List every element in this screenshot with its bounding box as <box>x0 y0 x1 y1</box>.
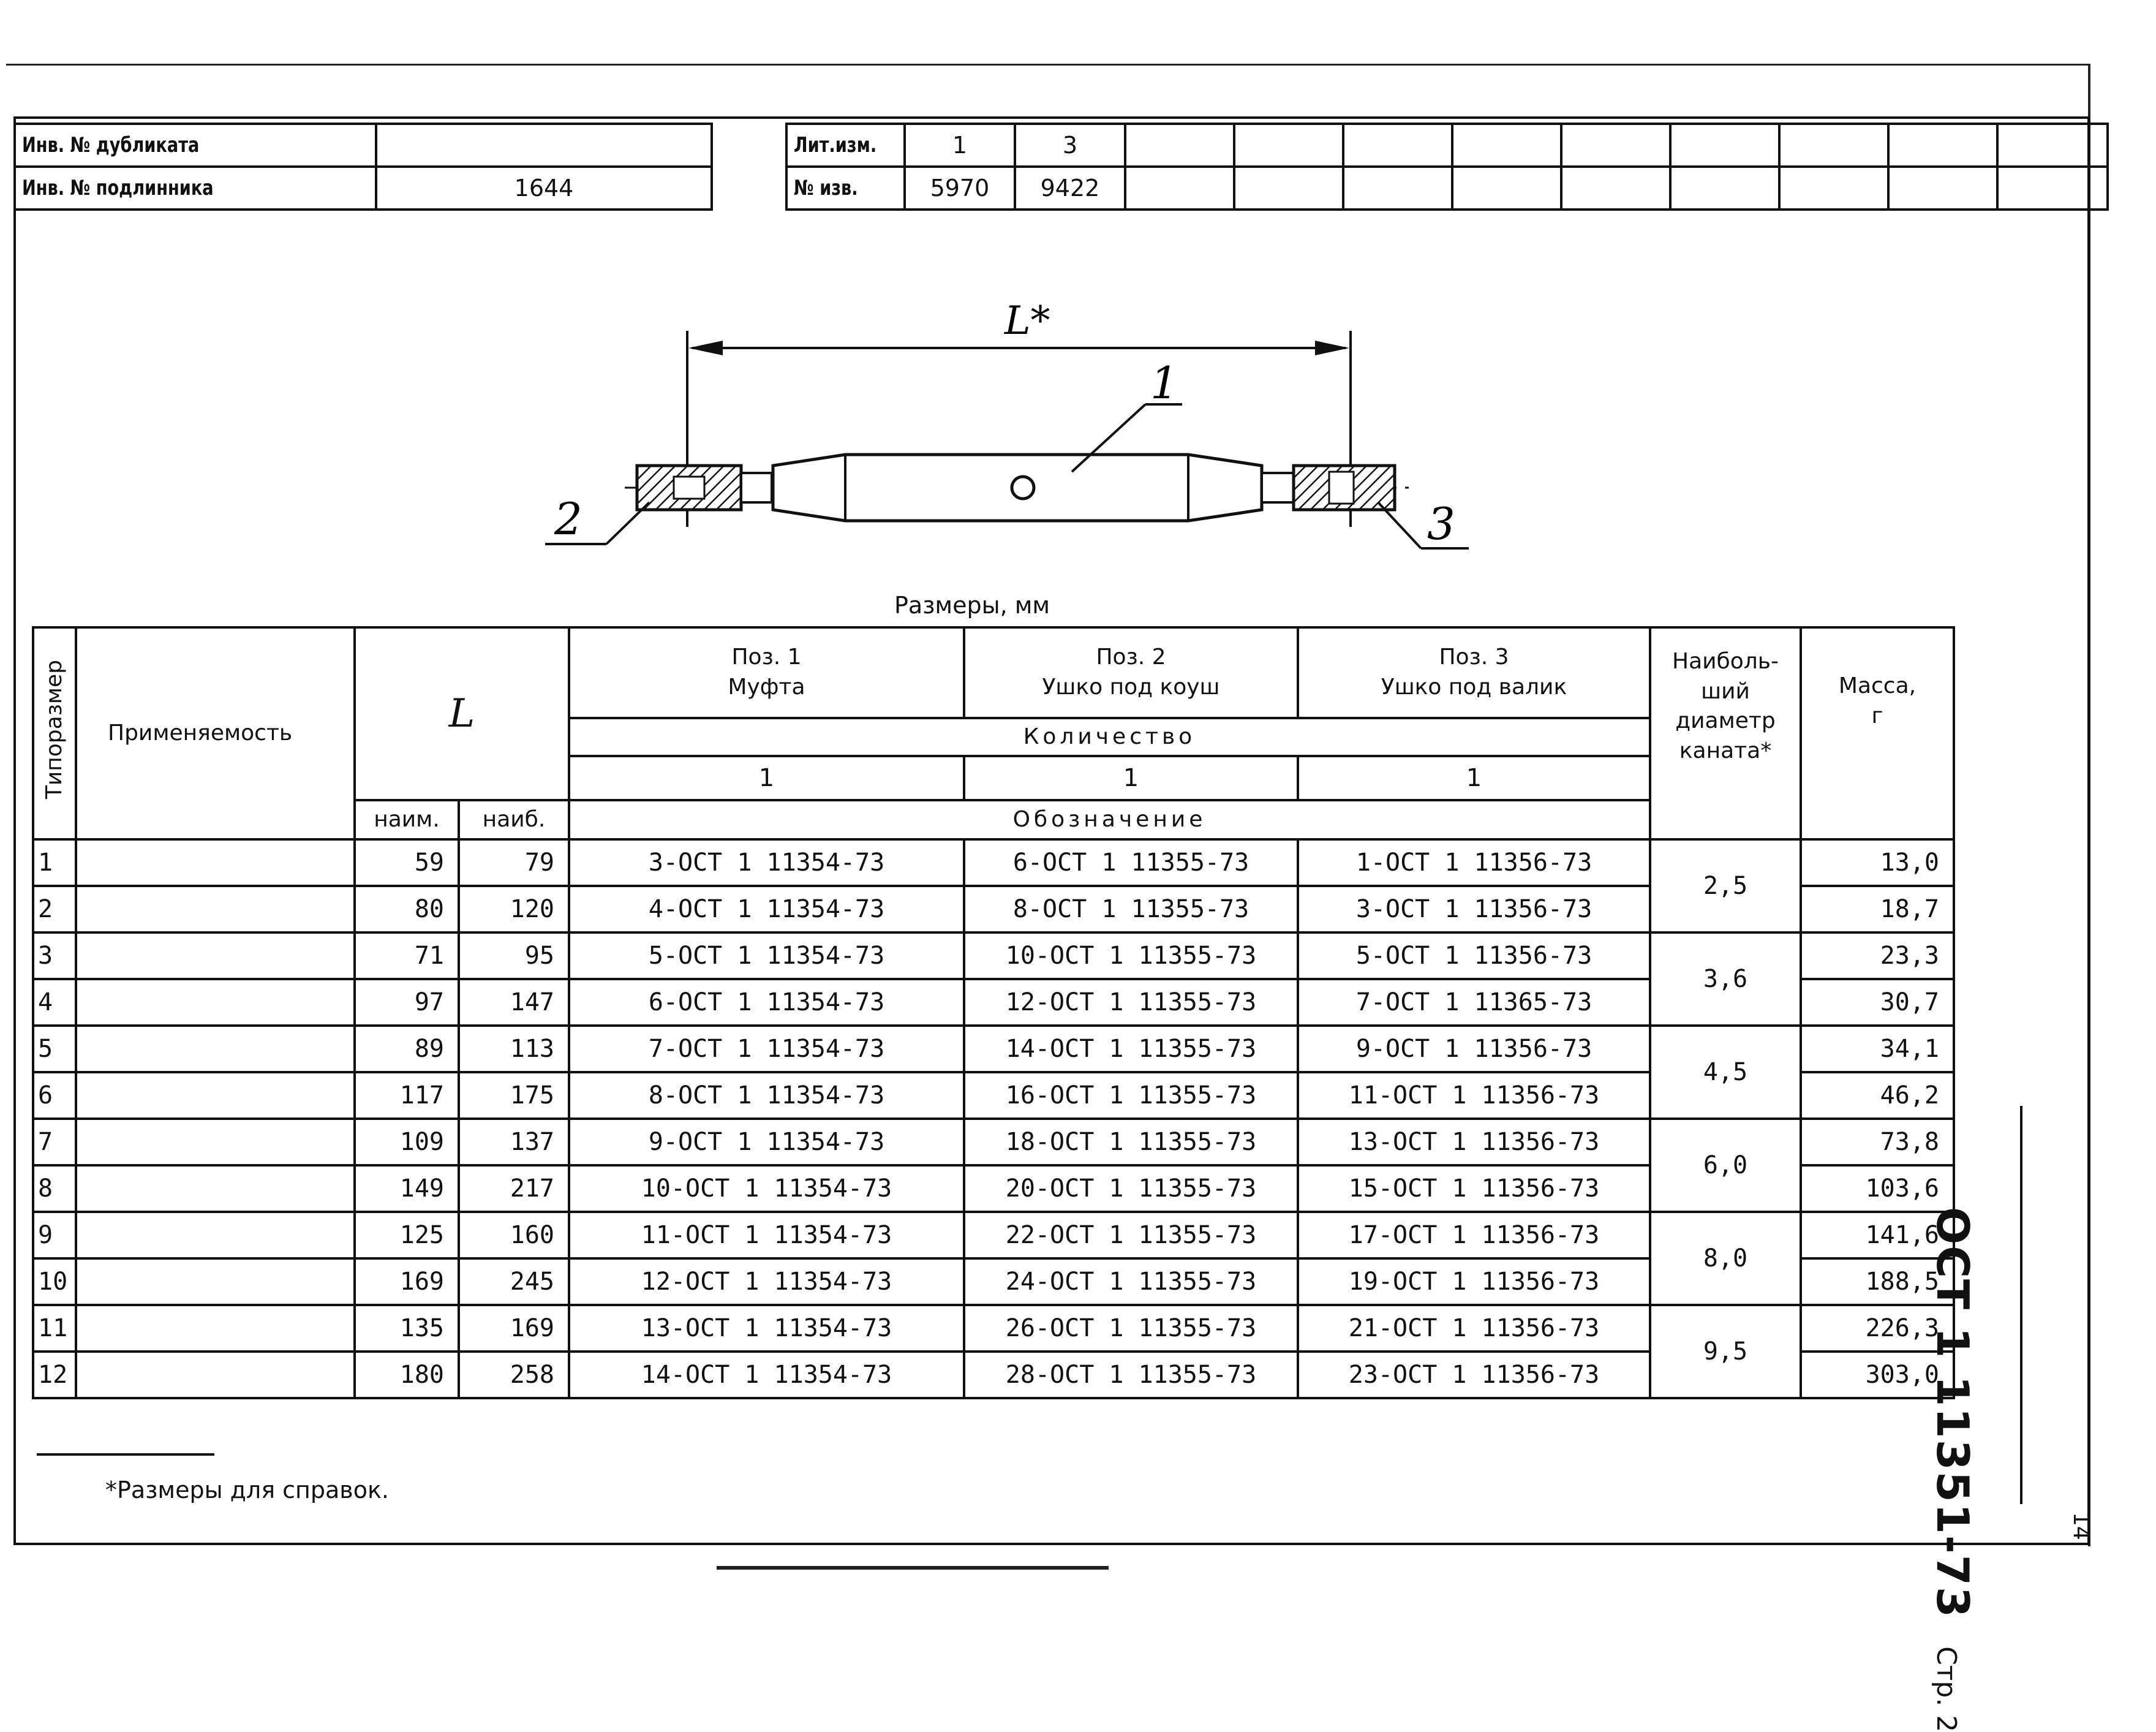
dimension-arrow-left <box>688 341 723 355</box>
header-diameter-line3: диаметр <box>1675 708 1776 734</box>
row-pos2-designation: 16-ОСТ 1 11355-73 <box>964 1072 1298 1119</box>
row-pos1-designation: 12-ОСТ 1 11354-73 <box>569 1258 964 1305</box>
header-mass-line2: г <box>1871 703 1883 728</box>
row-mass: 18,7 <box>1801 886 1954 932</box>
row-applicability <box>76 1119 355 1165</box>
header-tiporazmer: Типоразмер <box>33 627 76 839</box>
row-pos2-designation: 26-ОСТ 1 11355-73 <box>964 1305 1298 1352</box>
row-pos3-designation: 11-ОСТ 1 11356-73 <box>1298 1072 1650 1119</box>
row-pos2-designation: 28-ОСТ 1 11355-73 <box>964 1352 1298 1398</box>
row-number: 2 <box>33 886 76 932</box>
izv-value-2: 9422 <box>1015 167 1125 210</box>
row-number: 3 <box>33 932 76 979</box>
header-pos2 <box>964 627 1298 718</box>
row-L-max: 79 <box>459 839 569 886</box>
row-applicability <box>76 1258 355 1305</box>
row-number: 12 <box>33 1352 76 1398</box>
row-applicability <box>76 1026 355 1072</box>
row-L-max: 245 <box>459 1258 569 1305</box>
row-pos3-designation: 1-ОСТ 1 11356-73 <box>1298 839 1650 886</box>
header-diameter-line2: ший <box>1701 678 1750 704</box>
row-L-max: 147 <box>459 979 569 1026</box>
row-pos3-designation: 7-ОСТ 1 11365-73 <box>1298 979 1650 1026</box>
row-L-min: 97 <box>355 979 459 1026</box>
leader-3 <box>1378 502 1421 548</box>
row-mass: 13,0 <box>1801 839 1954 886</box>
row-L-max: 160 <box>459 1212 569 1258</box>
table-row <box>33 1212 1954 1258</box>
left-eye-bore <box>674 477 704 499</box>
row-mass: 34,1 <box>1801 1026 1954 1072</box>
table-row <box>33 839 1954 886</box>
dimension-arrow-right <box>1315 341 1349 355</box>
side-title-rule <box>2020 1106 2022 1504</box>
row-pos1-designation: 10-ОСТ 1 11354-73 <box>569 1165 964 1212</box>
row-pos1-designation: 4-ОСТ 1 11354-73 <box>569 886 964 932</box>
right-neck <box>1262 473 1294 502</box>
row-pos3-designation: 19-ОСТ 1 11356-73 <box>1298 1258 1650 1305</box>
row-mass: 226,3 <box>1801 1305 1954 1352</box>
qty-pos2: 1 <box>964 756 1298 800</box>
row-pos1-designation: 6-ОСТ 1 11354-73 <box>569 979 964 1026</box>
row-pos2-designation: 18-ОСТ 1 11355-73 <box>964 1119 1298 1165</box>
row-applicability <box>76 1072 355 1119</box>
row-pos2-designation: 12-ОСТ 1 11355-73 <box>964 979 1298 1026</box>
header-applicability: Применяемость <box>76 627 355 839</box>
row-mass: 188,5 <box>1801 1258 1954 1305</box>
row-pos1-designation: 13-ОСТ 1 11354-73 <box>569 1305 964 1352</box>
row-pos2-designation: 22-ОСТ 1 11355-73 <box>964 1212 1298 1258</box>
header-diameter <box>1650 627 1801 839</box>
row-number: 6 <box>33 1072 76 1119</box>
dimension-label: L* <box>1005 298 1050 344</box>
row-pos1-designation: 8-ОСТ 1 11354-73 <box>569 1072 964 1119</box>
left-neck <box>741 473 772 502</box>
header-pos1-number: Поз. 1 <box>731 645 802 670</box>
stamp-label-duplicate: Инв. № дубликата <box>15 124 376 167</box>
lit-value-2: 3 <box>1015 124 1125 167</box>
row-mass: 303,0 <box>1801 1352 1954 1398</box>
header-mass <box>1801 627 1954 839</box>
qty-pos3: 1 <box>1298 756 1650 800</box>
row-L-min: 149 <box>355 1165 459 1212</box>
table-row <box>33 1305 1954 1352</box>
row-mass: 141,6 <box>1801 1212 1954 1258</box>
row-diameter: 8,0 <box>1650 1212 1801 1305</box>
row-pos3-designation: 5-ОСТ 1 11356-73 <box>1298 932 1650 979</box>
row-L-min: 89 <box>355 1026 459 1072</box>
row-number: 7 <box>33 1119 76 1165</box>
callout-1: 1 <box>1150 357 1178 409</box>
row-diameter: 6,0 <box>1650 1119 1801 1212</box>
bottom-edge-line <box>717 1566 1109 1570</box>
stamp-label-original: Инв. № подлинника <box>15 167 376 210</box>
header-L-max: наиб. <box>459 800 569 839</box>
row-L-min: 125 <box>355 1212 459 1258</box>
header-pos1-name: Муфта <box>728 675 805 700</box>
side-title-block <box>1927 1207 1978 1732</box>
right-eye-bore <box>1329 472 1354 504</box>
row-applicability <box>76 1305 355 1352</box>
footnote: *Размеры для справок. <box>105 1477 389 1503</box>
row-pos3-designation: 17-ОСТ 1 11356-73 <box>1298 1212 1650 1258</box>
row-L-max: 120 <box>459 886 569 932</box>
row-L-min: 59 <box>355 839 459 886</box>
row-applicability <box>76 886 355 932</box>
header-pos2-name: Ушко под коуш <box>1042 675 1220 700</box>
callout-3: 3 <box>1427 498 1455 550</box>
table-row <box>33 1119 1954 1165</box>
row-pos2-designation: 24-ОСТ 1 11355-73 <box>964 1258 1298 1305</box>
row-pos3-designation: 15-ОСТ 1 11356-73 <box>1298 1165 1650 1212</box>
page-label: Стр. 2 <box>1931 1646 1962 1732</box>
qty-pos1: 1 <box>569 756 964 800</box>
header-diameter-line1: Наиболь- <box>1672 649 1779 674</box>
row-pos1-designation: 14-ОСТ 1 11354-73 <box>569 1352 964 1398</box>
row-L-max: 258 <box>459 1352 569 1398</box>
row-L-max: 217 <box>459 1165 569 1212</box>
row-number: 10 <box>33 1258 76 1305</box>
row-L-min: 135 <box>355 1305 459 1352</box>
row-L-max: 175 <box>459 1072 569 1119</box>
row-applicability <box>76 1165 355 1212</box>
header-designation: Обозначение <box>569 800 1650 839</box>
table-row <box>33 932 1954 979</box>
header-pos2-number: Поз. 2 <box>1096 645 1166 670</box>
row-L-max: 113 <box>459 1026 569 1072</box>
row-diameter: 2,5 <box>1650 839 1801 932</box>
header-pos1 <box>569 627 964 718</box>
lit-label: Лит.изм. <box>786 124 905 167</box>
row-pos3-designation: 23-ОСТ 1 11356-73 <box>1298 1352 1650 1398</box>
row-applicability <box>76 839 355 886</box>
row-number: 1 <box>33 839 76 886</box>
row-pos1-designation: 3-ОСТ 1 11354-73 <box>569 839 964 886</box>
header-L: L <box>355 627 569 800</box>
row-pos3-designation: 21-ОСТ 1 11356-73 <box>1298 1305 1650 1352</box>
specification-table <box>32 626 1955 1399</box>
row-pos2-designation: 8-ОСТ 1 11355-73 <box>964 886 1298 932</box>
header-mass-line1: Масса, <box>1838 673 1917 698</box>
turnbuckle-drawing <box>0 0 2156 613</box>
header-diameter-line4: каната* <box>1679 738 1772 763</box>
header-pos3-name: Ушко под валик <box>1381 675 1567 700</box>
row-number: 4 <box>33 979 76 1026</box>
coupling-hole <box>1012 477 1034 499</box>
row-L-max: 137 <box>459 1119 569 1165</box>
row-mass: 30,7 <box>1801 979 1954 1026</box>
footnote-rule <box>37 1453 214 1456</box>
izv-label: № изв. <box>786 167 905 210</box>
row-diameter: 9,5 <box>1650 1305 1801 1398</box>
row-pos3-designation: 3-ОСТ 1 11356-73 <box>1298 886 1650 932</box>
row-pos1-designation: 5-ОСТ 1 11354-73 <box>569 932 964 979</box>
row-mass: 103,6 <box>1801 1165 1954 1212</box>
row-pos1-designation: 11-ОСТ 1 11354-73 <box>569 1212 964 1258</box>
leader-2 <box>606 502 649 544</box>
row-L-min: 180 <box>355 1352 459 1398</box>
row-pos3-designation: 9-ОСТ 1 11356-73 <box>1298 1026 1650 1072</box>
row-pos1-designation: 9-ОСТ 1 11354-73 <box>569 1119 964 1165</box>
row-diameter: 3,6 <box>1650 932 1801 1026</box>
row-applicability <box>76 1352 355 1398</box>
row-L-max: 169 <box>459 1305 569 1352</box>
row-L-min: 117 <box>355 1072 459 1119</box>
header-quantity: Количество <box>569 718 1650 756</box>
row-pos2-designation: 20-ОСТ 1 11355-73 <box>964 1165 1298 1212</box>
standard-number: ОСТ 1 11351-73 <box>1927 1207 1978 1619</box>
row-mass: 73,8 <box>1801 1119 1954 1165</box>
table-row <box>33 1026 1954 1072</box>
row-mass: 23,3 <box>1801 932 1954 979</box>
stamp-value-original: 1644 <box>376 167 712 210</box>
row-applicability <box>76 1212 355 1258</box>
row-pos2-designation: 6-ОСТ 1 11355-73 <box>964 839 1298 886</box>
sizes-caption: Размеры, мм <box>894 592 1050 619</box>
row-number: 11 <box>33 1305 76 1352</box>
callout-2: 2 <box>554 493 582 545</box>
row-L-min: 109 <box>355 1119 459 1165</box>
izv-value-1: 5970 <box>905 167 1015 210</box>
row-diameter: 4,5 <box>1650 1026 1801 1119</box>
row-pos3-designation: 13-ОСТ 1 11356-73 <box>1298 1119 1650 1165</box>
row-number: 8 <box>33 1165 76 1212</box>
header-L-min: наим. <box>355 800 459 839</box>
row-number: 5 <box>33 1026 76 1072</box>
row-applicability <box>76 932 355 979</box>
row-applicability <box>76 979 355 1026</box>
lit-value-1: 1 <box>905 124 1015 167</box>
row-pos1-designation: 7-ОСТ 1 11354-73 <box>569 1026 964 1072</box>
header-row-positions <box>33 627 1954 718</box>
row-pos2-designation: 10-ОСТ 1 11355-73 <box>964 932 1298 979</box>
row-number: 9 <box>33 1212 76 1258</box>
header-pos3 <box>1298 627 1650 718</box>
row-L-min: 169 <box>355 1258 459 1305</box>
row-pos2-designation: 14-ОСТ 1 11355-73 <box>964 1026 1298 1072</box>
row-mass: 46,2 <box>1801 1072 1954 1119</box>
sheet-number: 14 <box>2068 1512 2094 1540</box>
row-L-max: 95 <box>459 932 569 979</box>
header-pos3-number: Поз. 3 <box>1439 645 1509 670</box>
row-L-min: 71 <box>355 932 459 979</box>
row-L-min: 80 <box>355 886 459 932</box>
